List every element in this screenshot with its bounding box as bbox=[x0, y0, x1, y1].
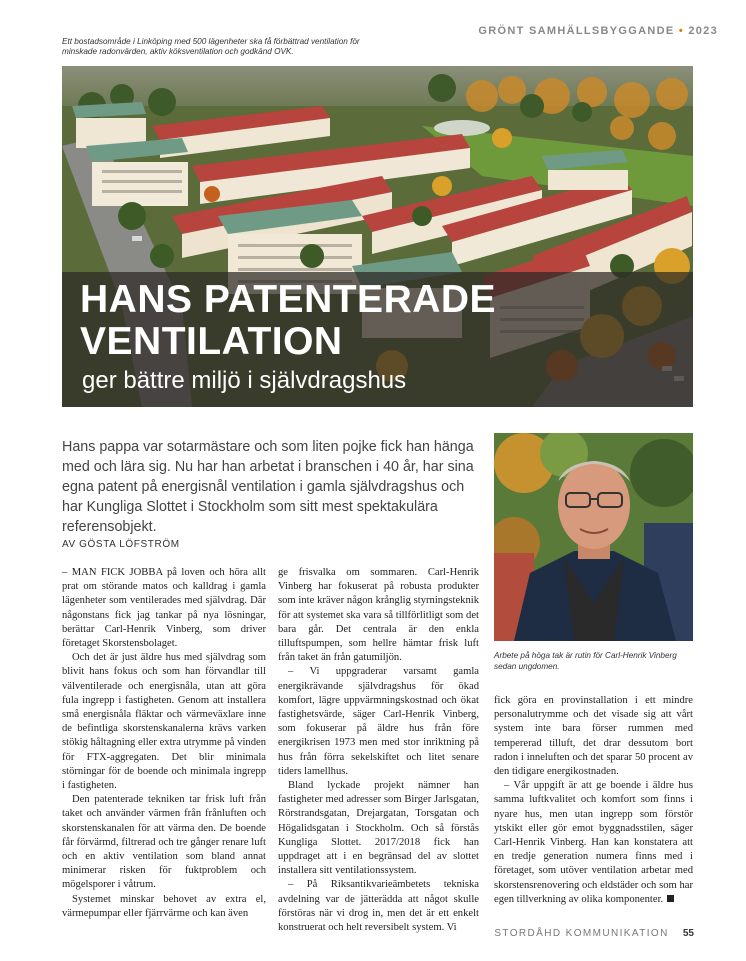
headline-line-2: VENTILATION bbox=[80, 320, 343, 363]
section-header bbox=[478, 25, 718, 37]
headline-subtitle: ger bättre miljö i självdragshus bbox=[82, 367, 407, 394]
paragraph-text: – Vår uppgift är att ge boende i äldre hus samma luftkvalitet och komfort som finns i nyare hus, men utan ingrepp som förstör ytskikt eller gör emot byggnadsstilen, säger Carl-Henrik Vinberg. Han kan konstatera att en tredje generation numera finns med i företaget, som utöver ventilation arbetar med skorstensrenovering och eldstäder och som har egen tillverkning av olika komponenter. bbox=[494, 780, 693, 905]
paragraph-last bbox=[494, 779, 693, 907]
portrait-caption: Arbete på höga tak är rutin för Carl-Henrik Vinberg sedan ungdomen. bbox=[494, 651, 677, 671]
headline-line-1: HANS PATENTERADE bbox=[80, 278, 497, 321]
portrait-photo bbox=[494, 433, 693, 641]
portrait-image bbox=[494, 433, 693, 641]
year-label: 2023 bbox=[688, 25, 718, 37]
page-footer bbox=[494, 928, 694, 939]
paragraph: Systemet minskar behovet av extra el, värmepumpar eller fjärrvärme och kan även bbox=[62, 893, 266, 919]
lead-paragraph: Hans pappa var sotarmästare och som liten pojke fick han hänga med och lära sig. Nu har han arbetat i branschen i 40 år, har sina egna patent på energisnål ventilation i gamla självdragshus och har Kungliga Slottet i Stockholm som sitt mest spektakulära referensobjekt. bbox=[62, 439, 474, 535]
end-mark-icon bbox=[667, 895, 674, 902]
paragraph: Bland lyckade projekt nämner han fastigheter med adresser som Birger Jarlsgatan, Rörstrandsgatan, Drejargatan, Torsgatan och Högalidsgatan i Stockholm. Och så förstås Kungliga Slottet. 2017/2018 fick han uppdraget att i en begränsad del av slottet installera sitt ventilationssystem. bbox=[278, 780, 479, 877]
paragraph: Och det är just äldre hus med självdrag som blivit hans fokus och som han förvandlar till välventilerade och energisnåla, utan att göra fula ingrepp i fastigheten. Genom att installera små energisnåla fläktar och värmeväxlare inne de befintliga skorstenskanalerna krävs varken stökig håltagning eller extra utrymme på vinden för FTX-aggregaten. Det blir minimala störningar för de boende och minimala ingrepp i fastigheten. bbox=[62, 652, 266, 792]
paragraph: – MAN FICK JOBBA på loven och höra allt prat om störande matos och kalldrag i gamla lägenheter som ventilerades med självdrag. Där någonstans fick jag tankar på nya lösningar, berättar Carl-Henrik Vinberg, som driver företaget Skorstensbolaget. bbox=[62, 567, 266, 650]
hero-caption: Ett bostadsområde i Linköping med 500 lägenheter ska få förbättrad ventilation för minskade radonvärden, aktiv köksventilation och godkänd OVK. bbox=[62, 37, 360, 56]
publisher-name: STORDÅHD KOMMUNIKATION bbox=[494, 928, 669, 939]
paragraph: – Vi uppgraderar varsamt gamla energikrävande självdragshus för ökad komfort, lägre uppvärmningskostnad och ökat fastighetsvärde, säger Carl-Henrik Vinberg, som fokuserar på äldre hus från före energikrisen 1973 men med stor inriktning på hus från förra sekelskiftet och litet senare tiders lamellhus. bbox=[278, 666, 479, 777]
paragraph: – På Riksantikvarieämbetets tekniska avdelning var de jätterädda att något skulle förstöras när vi drog in, men det är ett enkelt konstruerat och helt reversibelt system. Vi bbox=[278, 879, 479, 934]
body-column-1 bbox=[62, 566, 266, 921]
separator-dot: • bbox=[678, 25, 684, 37]
byline: AV GÖSTA LÖFSTRÖM bbox=[62, 539, 180, 550]
body-column-2 bbox=[278, 566, 479, 935]
section-label: GRÖNT SAMHÄLLSBYGGANDE bbox=[478, 25, 675, 37]
page-number: 55 bbox=[682, 928, 694, 939]
paragraph: Den patenterade tekniken tar frisk luft från taket och använder värmen från frånluften och skorstenskanalen för att värma den. De boende får förvärmd, filtrerad och tre gånger renare luft och en aktiv ventilation som bland annat minimerar risken för fuktproblem och mögelsporer i våtrum. bbox=[62, 794, 266, 891]
paragraph: ge frisvalka om sommaren. Carl-Henrik Vinberg har fokuserat på robusta produkter som inte kräver någon krånglig styrningsteknik för att systemet ska vara så tillförlitligt som det bara går. Det centrala är den enkla tilluftspumpen, som hellre hämtar frisk luft från taket än från gatumiljön. bbox=[278, 567, 479, 664]
body-column-3 bbox=[494, 694, 693, 907]
hero-image bbox=[62, 66, 693, 407]
paragraph: fick göra en provinstallation i ett mindre personalutrymme och det visade sig att vårt system inte bara förser rummen med tempererad tilluft, det drar dessutom bort radon i inneluften och det sparar 50 procent av den tidigare energikostnaden. bbox=[494, 695, 693, 778]
